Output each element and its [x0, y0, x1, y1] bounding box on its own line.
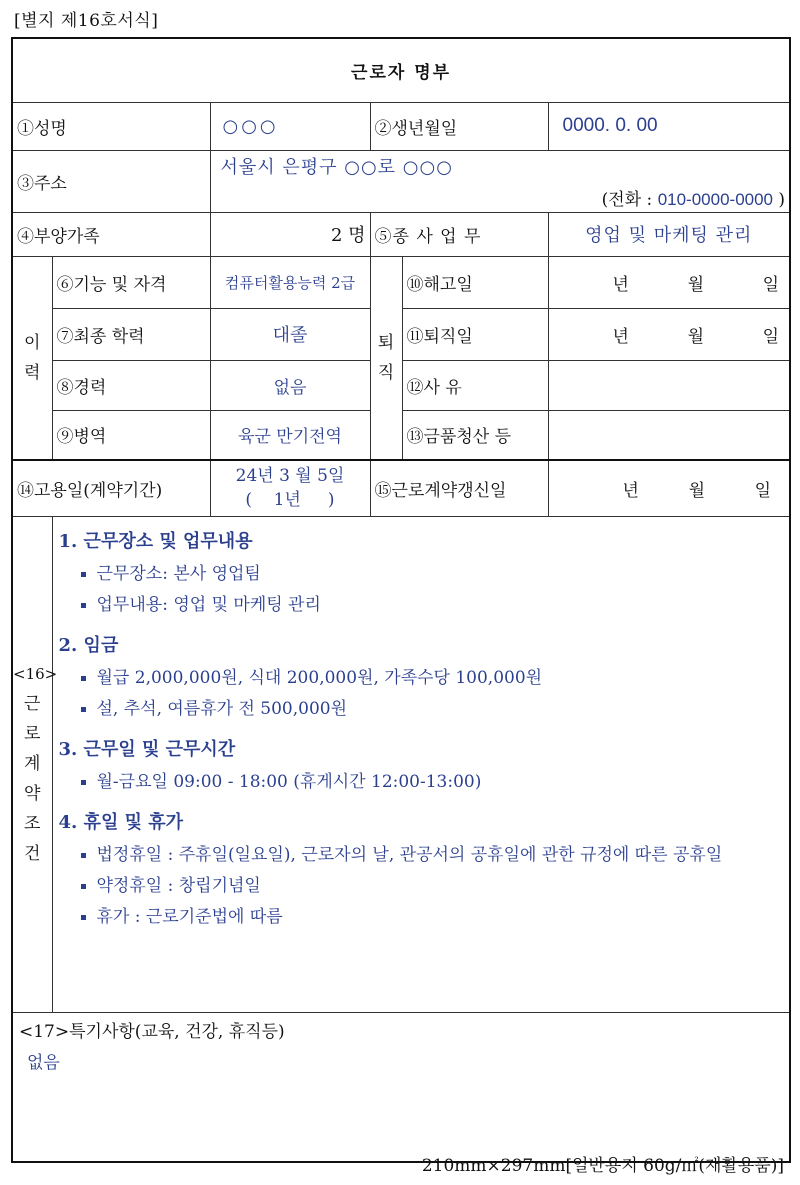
birth-label: ②생년월일	[370, 102, 548, 150]
birth-value: 0000. 0. 00	[548, 102, 790, 150]
contract-terms-char: 로	[24, 724, 41, 744]
contract-terms-char: 약	[24, 784, 41, 804]
phone-value: 010-0000-0000	[657, 189, 774, 209]
phone-line	[221, 185, 786, 210]
military-value: 육군 만기전역	[210, 410, 370, 460]
month-unit: 월	[687, 326, 704, 347]
education-value: 대졸	[210, 308, 370, 360]
year-unit: 년	[612, 274, 629, 295]
address-cell	[210, 150, 790, 212]
list-item: 약정휴일 : 창립기념일	[81, 871, 782, 902]
employment-label: ⑭고용일(계약기간)	[12, 460, 210, 516]
history-label	[12, 256, 52, 460]
employment-value	[210, 460, 370, 516]
section-heading: 3. 근무일 및 근무시간	[58, 738, 236, 760]
history-label-char: 력	[24, 362, 41, 383]
skills-value: 컴퓨터활용능력 2급	[210, 256, 370, 308]
day-unit: 일	[754, 480, 772, 501]
contract-terms-label	[12, 516, 58, 1012]
paper-spec-note: 210mm×297mm[일반용지 60g/㎡(재활용품)]	[421, 1156, 784, 1176]
list-item: 근무장소: 본사 영업팀	[81, 559, 782, 590]
resignation-label: ⑪퇴직일	[402, 308, 548, 360]
special-notes-label: <17>특기사항(교육, 건강, 휴직등)	[19, 1021, 285, 1042]
settlement-value	[548, 410, 790, 460]
year-unit: 년	[612, 326, 629, 347]
contract-terms-content	[52, 516, 790, 1012]
history-label-char: 이	[24, 332, 41, 353]
month-unit: 월	[687, 274, 704, 295]
form-number-label: [별지 제16호서식]	[14, 11, 159, 31]
dependents-label: ④부양가족	[12, 212, 210, 256]
military-label: ⑨병역	[52, 410, 210, 460]
retirement-label-char: 퇴	[377, 332, 395, 353]
section-list	[59, 559, 782, 621]
year-unit: 년	[622, 480, 639, 501]
section-heading: 1. 근무장소 및 업무내용	[58, 530, 253, 552]
page-title: 근로자 명부	[12, 38, 790, 102]
reason-label: ⑫사 유	[402, 360, 548, 410]
resignation-date	[548, 308, 790, 360]
contract-terms-char: 조	[24, 814, 41, 834]
employment-period: ( 1년 )	[245, 490, 335, 511]
list-item: 월-금요일 09:00 - 18:00 (휴게시간 12:00-13:00)	[81, 767, 782, 798]
section-heading: 2. 임금	[58, 634, 119, 656]
list-item: 업무내용: 영업 및 마케팅 관리	[81, 590, 782, 621]
special-notes-cell	[12, 1012, 790, 1162]
retirement-label	[370, 256, 402, 460]
education-label: ⑦최종 학력	[52, 308, 210, 360]
employment-date: 24년 3 월 5일	[235, 466, 345, 487]
employee-register-table	[11, 37, 791, 1163]
duty-label: ⑤종 사 업 무	[370, 212, 548, 256]
list-item: 휴가 : 근로기준법에 따름	[81, 902, 782, 933]
month-unit: 월	[688, 480, 705, 501]
contract-terms-char: 계	[24, 754, 41, 774]
name-label: ①성명	[12, 102, 210, 150]
settlement-label: ⑬금품청산 등	[402, 410, 548, 460]
section-heading: 4. 휴일 및 휴가	[58, 811, 184, 833]
contract-terms-char: 건	[24, 844, 41, 864]
section-list	[59, 840, 782, 933]
contract-terms-char: 근	[24, 694, 41, 714]
reason-value	[548, 360, 790, 410]
dependents-value: 2 명	[210, 212, 370, 256]
dismissal-label: ⑩해고일	[402, 256, 548, 308]
special-notes-value: 없음	[27, 1052, 60, 1073]
renewal-label: ⑮근로계약갱신일	[370, 460, 548, 516]
day-unit: 일	[762, 274, 780, 295]
name-value: ○○○	[210, 102, 370, 150]
address-value: 서울시 은평구 ○○로 ○○○	[220, 156, 453, 178]
renewal-date	[548, 460, 790, 516]
list-item: 설, 추석, 여름휴가 전 500,000원	[81, 694, 782, 725]
list-item: 월급 2,000,000원, 식대 200,000원, 가족수당 100,000원	[81, 663, 782, 694]
retirement-label-char: 직	[377, 362, 395, 383]
contract-terms-number: <16>	[13, 665, 58, 683]
address-label: ③주소	[12, 150, 210, 212]
phone-suffix: )	[773, 189, 786, 210]
skills-label: ⑥기능 및 자격	[52, 256, 210, 308]
day-unit: 일	[762, 326, 780, 347]
list-item: 법정휴일 : 주휴일(일요일), 근로자의 날, 관공서의 공휴일에 관한 규정에 따른 공휴일	[81, 840, 782, 871]
career-label: ⑧경력	[52, 360, 210, 410]
dismissal-date	[548, 256, 790, 308]
section-list	[59, 767, 782, 798]
section-list	[59, 663, 782, 725]
career-value: 없음	[210, 360, 370, 410]
phone-prefix: (전화 :	[601, 189, 658, 210]
duty-value: 영업 및 마케팅 관리	[548, 212, 790, 256]
